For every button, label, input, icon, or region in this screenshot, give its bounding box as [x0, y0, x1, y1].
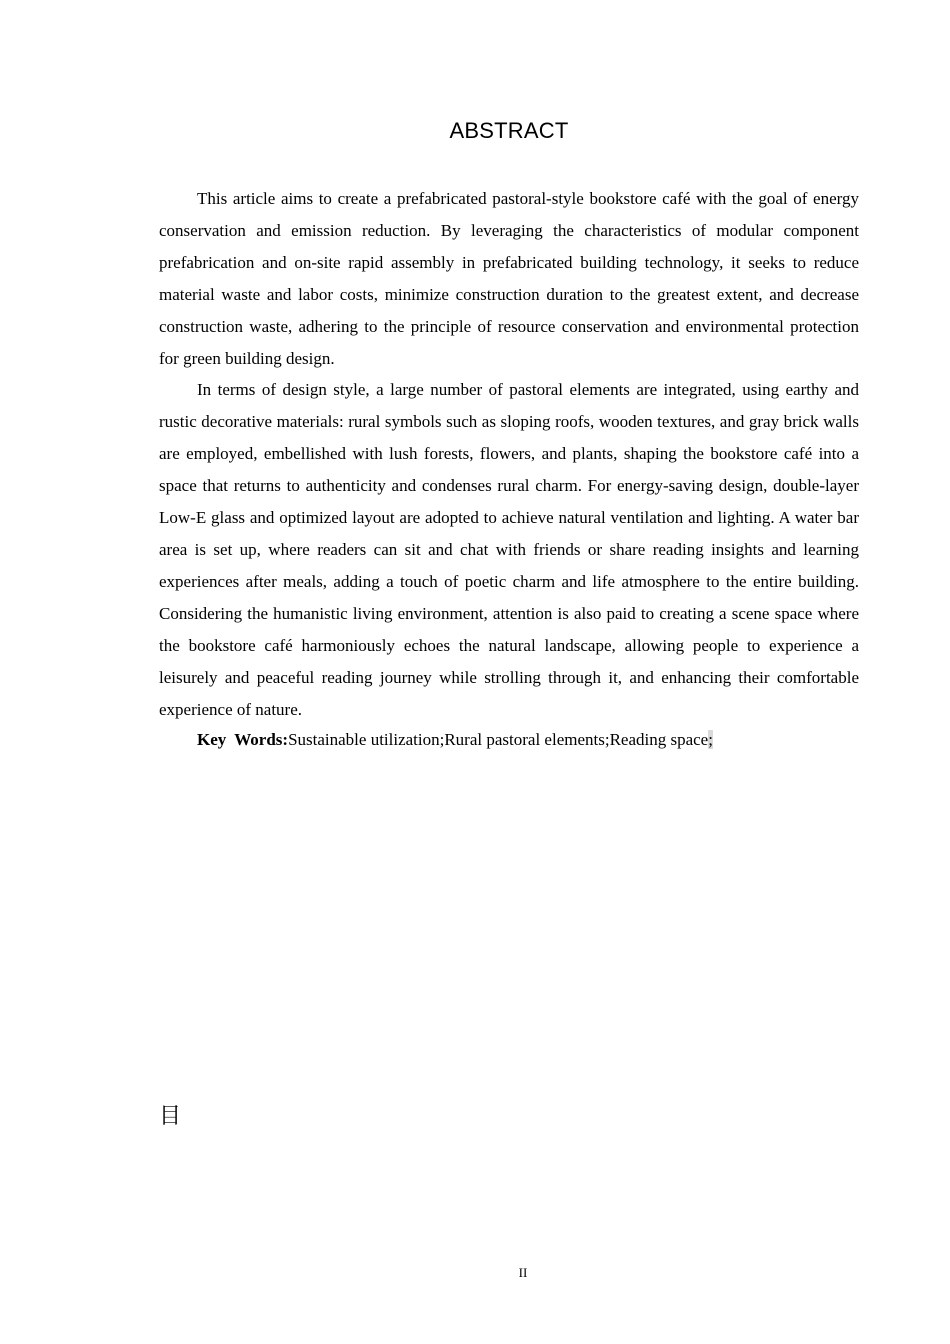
- page-title: ABSTRACT: [449, 118, 569, 143]
- keywords-text: Sustainable utilization;Rural pastoral elements;Reading space: [288, 730, 709, 750]
- abstract-paragraph-2: In terms of design style, a large number of pastoral elements are integrated, using earthy and rustic decorative materials: rural symbols such as sloping roofs, wooden textures, and gray brick walls are employed, embellished with lush forests, flowers, and plants, shaping the bookstore café into a space that returns to authenticity and condenses rural charm. For energy-saving design, double-layer Low-E glass and optimized layout are adopted to achieve natural ventilation and lighting. A water bar area is set up, where readers can sit and chat with friends or share reading insights and learning experiences after meals, adding a touch of poetic charm and life atmosphere to the entire building. Considering the humanistic living environment, attention is also paid to creating a scene space where the bookstore café harmoniously echoes the natural landscape, allowing people to experience a leisurely and peaceful reading journey while strolling through it, and enhancing their comfortable experience of nature.: [159, 380, 859, 719]
- keywords-label: Key Words:: [197, 730, 289, 750]
- keywords-line: [159, 725, 859, 755]
- keywords-trailing-semicolon: ;: [708, 730, 713, 750]
- toc-heading-glyph: 目: [159, 1104, 182, 1129]
- page-number: II: [518, 1265, 528, 1280]
- abstract-body: [159, 183, 859, 755]
- abstract-paragraph-1: This article aims to create a prefabricated pastoral-style bookstore café with the goal of energy conservation and emission reduction. By leveraging the characteristics of modular component prefabrication and on-site rapid assembly in prefabricated building technology, it seeks to reduce material waste and labor costs, minimize construction duration to the greatest extent, and decrease construction waste, adhering to the principle of resource conservation and environmental protection for green building design.: [159, 189, 859, 368]
